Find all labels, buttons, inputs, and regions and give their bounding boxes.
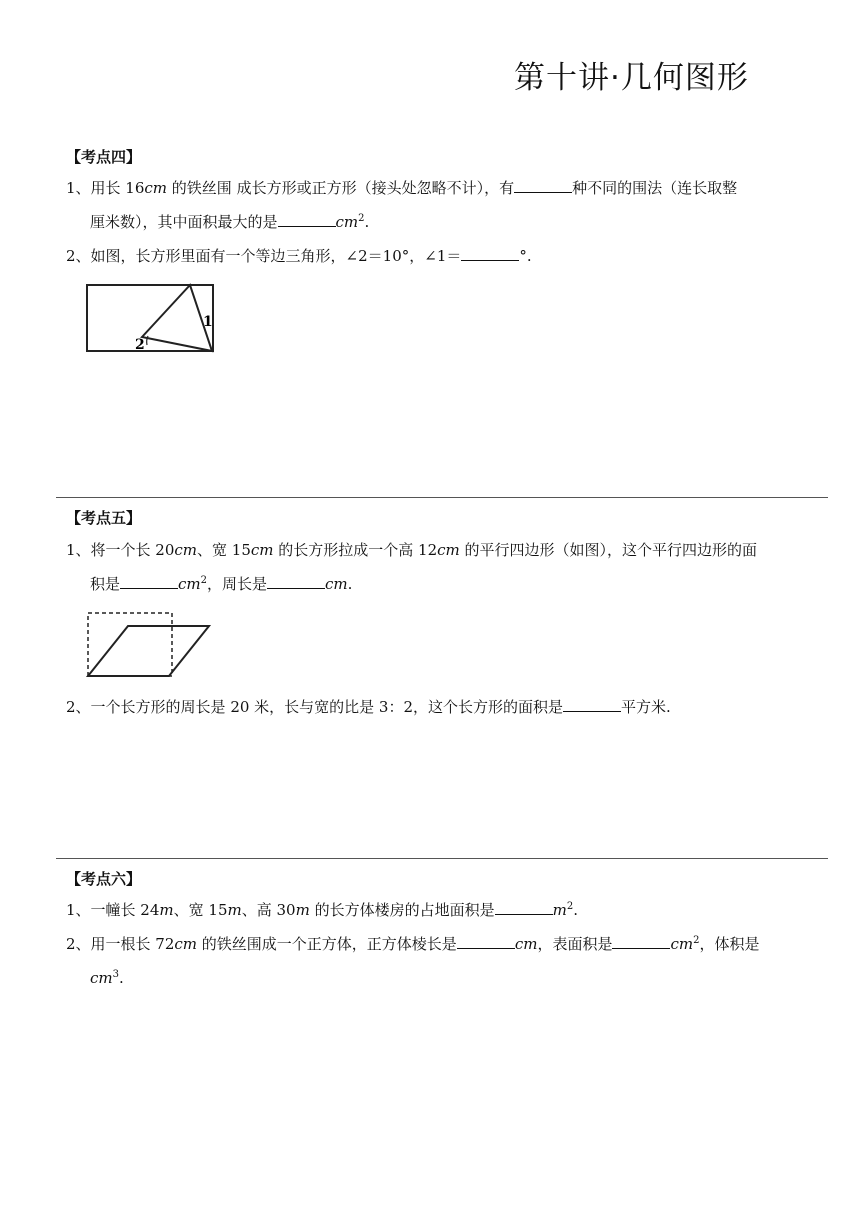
question-5-1-line-2: [90, 574, 352, 594]
text: 1、一幢长 24: [66, 901, 160, 919]
text: 1、将一个长 20: [66, 541, 175, 559]
text: 、高 30: [241, 901, 296, 919]
text: 2、如图，长方形里面有一个等边三角形，∠2＝10°，∠1＝: [66, 247, 462, 265]
answer-blank: [495, 900, 553, 915]
page-title: 第十讲·几何图形: [514, 60, 749, 96]
text: 2、一个长方形的周长是 20 米，长与宽的比是 3：2，这个长方形的面积是: [66, 698, 564, 716]
text: 、宽 15: [173, 901, 228, 919]
question-5-2: [66, 697, 671, 717]
question-6-2-line-1: [66, 934, 759, 954]
answer-blank: [612, 934, 670, 949]
text: 厘米数），其中面积最大的是: [90, 213, 278, 231]
superscript: 2: [566, 901, 574, 912]
unit: cm: [174, 541, 198, 559]
text: 1、用长 16: [66, 179, 145, 197]
answer-blank: [563, 697, 621, 712]
superscript: 3: [112, 969, 119, 980]
text: 积是: [90, 575, 121, 593]
text: ，周长是: [207, 575, 268, 593]
text: 种不同的围法（连长取整: [572, 179, 738, 197]
section-heading-6: 【考点六】: [66, 870, 142, 888]
answer-blank: [461, 246, 519, 261]
unit: m: [295, 901, 310, 919]
text: .: [347, 575, 353, 593]
superscript: 2: [693, 935, 700, 946]
section-divider: [56, 858, 828, 859]
section-divider: [56, 497, 828, 498]
unit: cm: [325, 575, 348, 593]
text: .: [119, 969, 124, 987]
unit: cm: [335, 213, 359, 231]
unit: cm: [670, 935, 694, 953]
question-6-1: [66, 900, 578, 920]
superscript: 2: [358, 213, 365, 224]
unit: m: [227, 901, 242, 919]
section-heading-5: 【考点五】: [66, 509, 142, 527]
text: .: [364, 213, 370, 231]
text: 的平行四边形（如图），这个平行四边形的面: [459, 541, 758, 559]
text: ，体积是: [699, 935, 760, 953]
unit: cm: [437, 541, 460, 559]
unit: cm: [144, 179, 168, 197]
unit: m: [552, 901, 567, 919]
answer-blank: [514, 178, 572, 193]
section-heading-4: 【考点四】: [66, 148, 142, 166]
unit: cm: [250, 541, 274, 559]
question-4-1-line-1: [66, 178, 737, 198]
question-6-2-line-2: [90, 968, 124, 988]
answer-blank: [267, 574, 325, 589]
unit: cm: [514, 935, 538, 953]
unit: cm: [90, 969, 113, 987]
unit: cm: [178, 575, 201, 593]
answer-blank: [457, 934, 515, 949]
text: 、宽 15: [197, 541, 251, 559]
figure-rectangle-triangle: [84, 282, 218, 356]
figure-parallelogram: [84, 610, 214, 680]
angle-label-1: 1: [203, 314, 213, 330]
text: 的铁丝围成一个正方体，正方体棱长是: [197, 935, 457, 953]
text: 的铁丝围 成长方形或正方形（接头处忽略不计），有: [167, 179, 515, 197]
text: 的长方形拉成一个高 12: [273, 541, 438, 559]
question-4-1-line-2: [90, 212, 369, 232]
question-5-1-line-1: [66, 540, 757, 560]
unit: m: [159, 901, 174, 919]
text: ，表面积是: [537, 935, 613, 953]
angle-label-2: 2: [135, 337, 145, 353]
unit: cm: [174, 935, 198, 953]
text: 的长方体楼房的占地面积是: [309, 901, 495, 919]
answer-blank: [278, 212, 336, 227]
text: °.: [519, 247, 532, 265]
answer-blank: [120, 574, 178, 589]
text: .: [573, 901, 578, 919]
superscript: 2: [200, 575, 208, 586]
question-4-2: [66, 246, 532, 266]
text: 平方米.: [621, 698, 671, 716]
text: 2、用一根长 72: [66, 935, 175, 953]
